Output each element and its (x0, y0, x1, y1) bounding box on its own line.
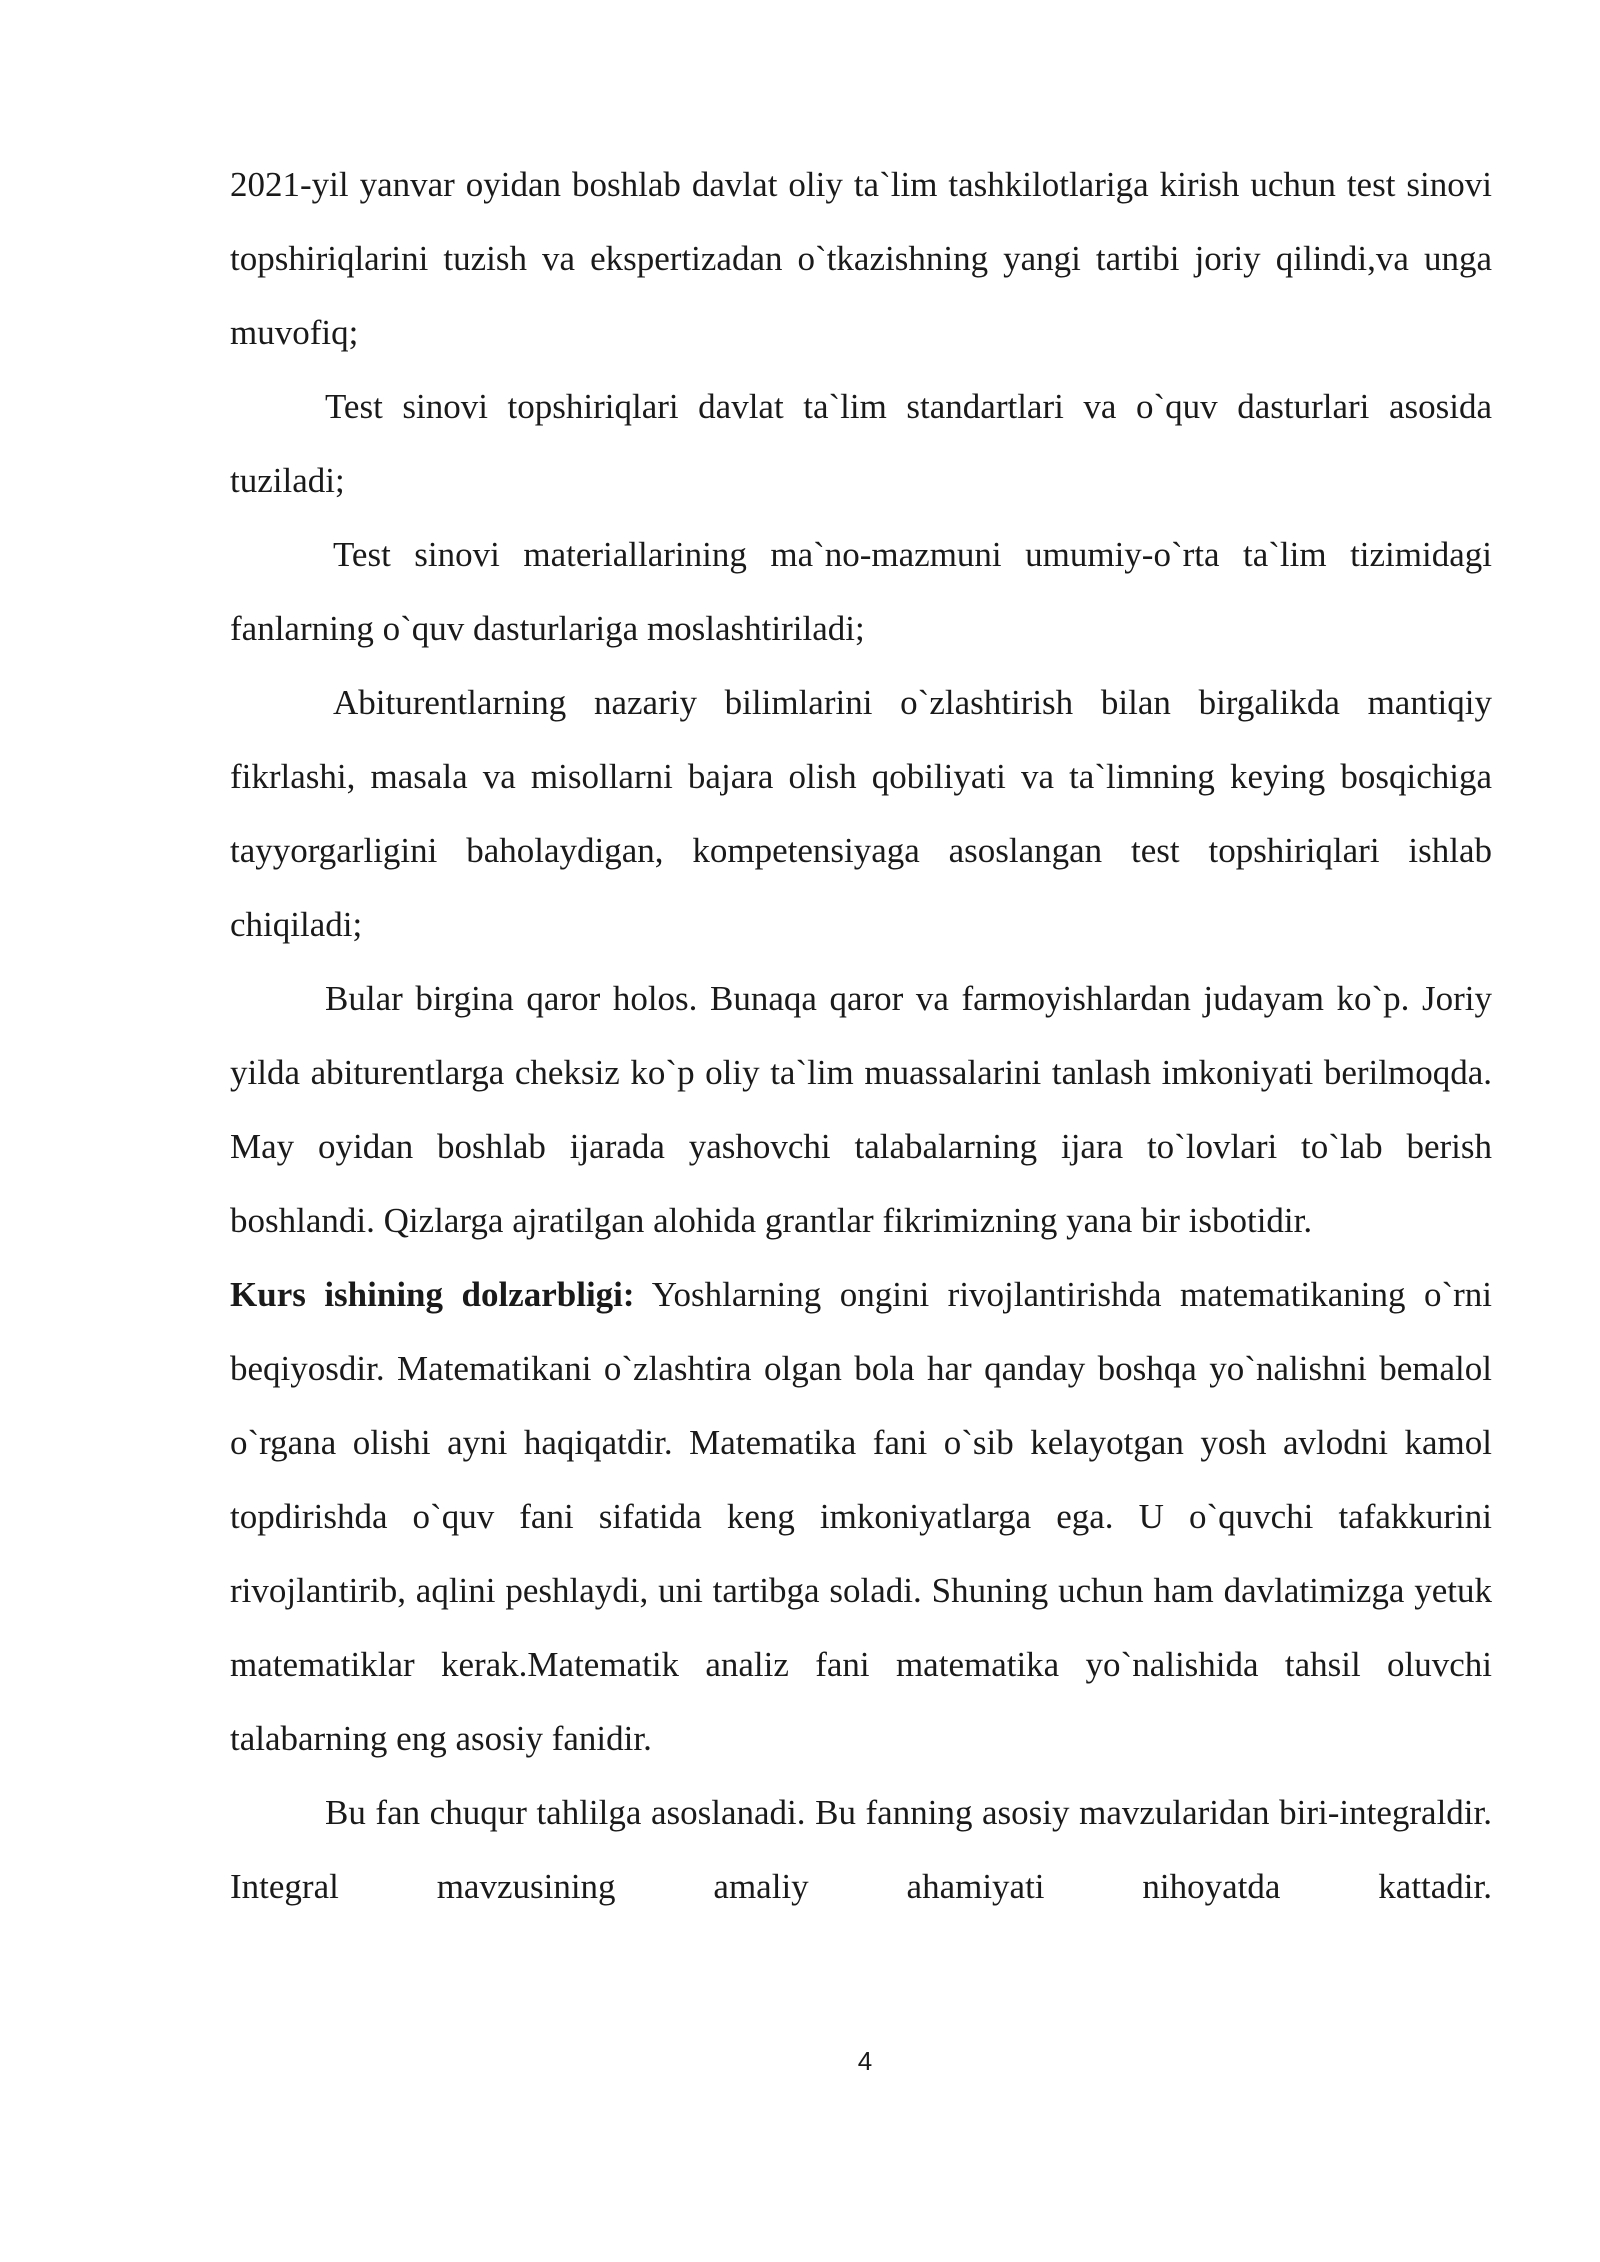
body-text (230, 148, 1492, 1924)
relevance-text: Yoshlarning ongini rivojlantirishda matematikaning o`rni beqiyosdir. Matematikani o`zlashtira olgan bola har qanday boshqa yo`nalishni bemalol o`rgana olishi ayni haqiqatdir. Matematika fani o`sib kelayotgan yosh avlodni kamol topdirishda o`quv fani sifatida keng imkoniyatlarga ega. U o`quvchi tafakkurini rivojlantirib, aqlini peshlaydi, uni tartibga soladi. Shuning uchun ham davlatimizga yetuk matematiklar kerak.Matematik analiz fani matematika yo`nalishida tahsil oluvchi talabarning eng asosiy fanidir. (230, 1275, 1492, 1758)
paragraph-competency: Abiturentlarning nazariy bilimlarini o`zlashtirish bilan birgalikda mantiqiy fikrlashi, masala va misollarni bajara olish qobiliyati va ta`limning keying bosqichiga tayyorgarligini baholaydigan, kompetensiyaga asoslangan test topshiriqlari ishlab chiqiladi; (230, 683, 1492, 944)
paragraph-intro: 2021-yil yanvar oyidan boshlab davlat oliy ta`lim tashkilotlariga kirish uchun test sinovi topshiriqlarini tuzish va ekspertizadan o`tkazishning yangi tartibi joriy qilindi,va unga muvofiq; (230, 165, 1492, 352)
paragraph-decrees: Bular birgina qaror holos. Bunaqa qaror va farmoyishlardan judayam ko`p. Joriy yilda abiturentlarga cheksiz ko`p oliy ta`lim muassalarini tanlash imkoniyati berilmoqda. May oyidan boshlab ijarada yashovchi talabalarning ijara to`lovlari to`lab berish boshlandi. Qizlarga ajratilgan alohida grantlar fikrimizning yana bir isbotidir. (230, 979, 1492, 1240)
paragraph-standards: Test sinovi topshiriqlari davlat ta`lim standartlari va o`quv dasturlari asosida tuziladi; (230, 387, 1492, 500)
paragraph-materials: Test sinovi materiallarining ma`no-mazmuni umumiy-o`rta ta`lim tizimidagi fanlarning o`quv dasturlariga moslashtiriladi; (230, 535, 1492, 648)
relevance-heading: Kurs ishining dolzarbligi: (230, 1275, 635, 1314)
paragraph-integral: Bu fan chuqur tahlilga asoslanadi. Bu fanning asosiy mavzularidan biri-integraldir. Integral mavzusining amaliy ahamiyati nihoyatda kattadir. (230, 1793, 1492, 1906)
page-number: 4 (857, 2046, 873, 2076)
paragraph-relevance (230, 1258, 1492, 1776)
